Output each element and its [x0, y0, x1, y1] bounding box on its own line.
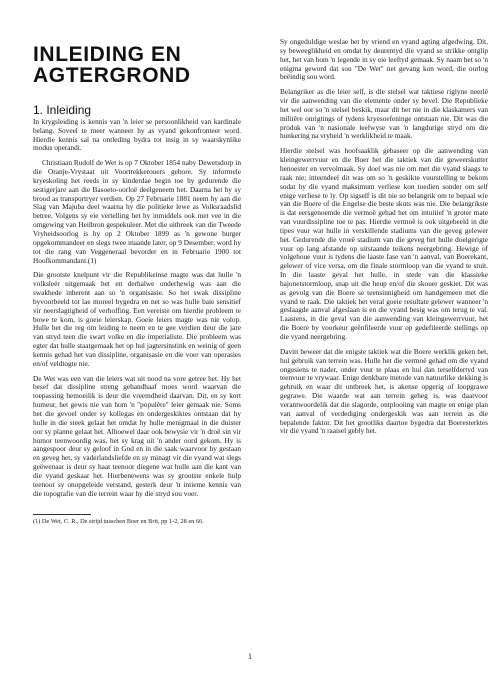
- paragraph: Hierdie stelsel was hoofsaaklik gebaseer op die aanwending van kleingewerrvuur en die Boer het die taktiek van die geweerskutter benoester en vervolmaak. Sy doel was nie om met die vyand slaags te raak nie; inteendeel dit was om so 'n geskikte vuurstelling te bekom sodat hy die vyand maksimum verliese kon toedien sonder om self enige verliese te ly. Op sigself is dit nie so belangrik om te bepaal wie van die Boere of die Engelse die beste skuts was nie. Die belangrikste is dat eersgenoemde die vermoë gehad het om intuitief 'n groter mate van vuurdissipline toe te pas. Hierdie vermoë is ook uitgebeeld in die tipes vuur wat hulle in verskillende stadiums van die geveg gelewer het. Gedurende die vroeë stadium van die geveg het hulle doelgerigte vuur op lang afstande op uitstaande teikens neergebring. Hewige of volgehoue vuur is tydens die laaste fase van 'n aanval, van Boerekant, gelewer of vice versa, om die finale stormloop van die vyand te stuit. In die laaste geval het hulle, in stede van die klassieke bajonetstormloop, snap uit die heup en/of die skouer geskiet. Dit was as gevolg van die Boere se teensinnigheid om handgemeen met die vyand te raak. Die taktiek het veral goeie resultate gelewer wanneer 'n geslaagde aanval afgeslaan is en die vyand besig was om terug te val. Laastens, in die geval van die aanwending van kleingewerrvuur, het die Boere by voorkeur geënfileerde vuur op gedefileerde stellings op die vyand neergebring.: [280, 146, 488, 341]
- chapter-title-line-2: AGTERGROND: [33, 64, 191, 87]
- footnote-divider: [33, 514, 91, 515]
- chapter-title-line-1: INLEIDING EN: [33, 43, 182, 66]
- right-column: [280, 38, 488, 442]
- section-heading: 1. Inleiding: [33, 103, 92, 117]
- paragraph: Belangriker as die leier self, is die stelsel wat taktiese riglyne neerlê vir die aanwending van die elemente onder sy bevel. Die Republieke het wel oor so 'n stelsel beskik, maar dit het nie in die klaskamers van militêre onrigtings of tydens kryesoefeninge ontstaan nie. Dit was die produk van 'n nasionale leefwyse van 'n langdurige stryd om die hunkering na vryheid 'n werklikheid te maak.: [280, 87, 488, 141]
- paragraph: De Wet was een van die leiers wat uit nood na vore getree het. Hy het besef dat dissipline streng gehandhaaf moes word waarvan die toepassing hemoeilik is deur die vreemdheid daarvan. Dit, en sy kort humeur, het gewis nie van hom 'n "populêre" leier gemaak nie. Soms het die gevoel onder sy kollegas en ondergeskiktes ontstaan dat hy hulle in die steek gelaat het omdat hy hulle menigmaal in die duister oor sy planne gelaat het. Alhoewel daar ook bewysie vir 'n droë sin vir humor teenwoordig was, het sy krag uit 'n ander oord gekom. Hy is aangespoor deur sy geloof in God en in die saak waarvoor hy gestaan en geveg het, sy vaderlandsliefde en sy minagt vir die vyand wat slegs geëwenaar is deur sy haat teenoor diegene wat hulle aan die kant van die vyand geskaar het. Hierbenewens was sy grootste enkele hulp teenoor sy onopgeleide verstand, gesterk deur 'n intieme kennis van die topografie van die terrein waar hy die stryd sou voer.: [33, 373, 241, 498]
- chapter-title: [33, 44, 241, 86]
- paragraph: Die grootste knelpunt vir die Republikeinse magte was dat hulle 'n volksleër uitgemaak het en derhalwe onderhewig was aan die swakhede inherent aan so 'n organisasie. So het swak dissipline byvoorbeeld tot lae moreel bygedra en net so was hulle baie sensitief vir neerslagtigheid of verhoffing. Een vereiste om hierdie probleem te bowe te kom, is goeie leierskap. Goeie leiers magte was nie volop. Hulle het die reg om leiding te neem en te gee verdien deur die jare van stryd teen die swart volke en die imperialiste. Die probleem was egter dat hulle staatgemaak het op hul jagtersinstink en weinig of geen kennis gehad het van dissipline, organisasie en die voer van operasies en/of veldtogte nie.: [33, 270, 241, 368]
- left-column: [33, 44, 241, 526]
- page-number: 1: [248, 652, 252, 661]
- paragraph: In krygsleiding is kennis van 'n leier se persoonlikheid van kardinale belang. Soveel te meer wanneer hy as vyand gekonfronteer word. Hierdie kennis sal na ontleding bydra tot insig in sy waarskynlike modus operandi.: [33, 116, 241, 153]
- paragraph: Christiaan Rudolf de Wet is op 7 Oktober 1854 naby Dewetsdorp in die Oranje-Vrystaat uit Voortrekkerouers gebore. Sy informele kryeskoling het reeds in sy kinderdae begin toe hy gedurende die sestigerjare aan die Basoeto-oorloë deelgeneem het. Daarna het hy sy brood as transportryer verdien. Op 27 Februarie 1881 neem hy aan die Slag van Majuba deel waarna hy die politieke lewe as Volksraadslid betree. Volgens sy eie vertelling het hy inmiddels ook met vee in die omgewing van Heilbron gespekuleer. Met die uitbreek van die Tweede Vryheidsoorlog is hy op 2 Oktober 1899 as 'n gewone burger opgekommandeer en slegs twee maande later, op 9 Desember, word hy tot die rang van Veggeneraal bevorder en in Februarie 1900 tot Hoofkommandant.(1): [33, 158, 241, 265]
- footnote: (1) De Wet, C. R., De strijd tusschen Boer en Brit, pp 1-2, 28 en 66.: [33, 518, 204, 526]
- paragraph: Sy ongeduldige weslae het by vriend en vyand agting afgedwing. Dit, sy beweeglikheid en omdat hy deurentyd die vyand se strikke ontglip het, het van hom 'n legende in sy eie leeftyd gemaak. Sy naam het so 'n enigma geword dat sou "De Wet" net gevang kon word, die oorlog beëindig sou word.: [280, 37, 488, 82]
- paragraph: Davitt beweer dat die enigste taktiek wat die Boere werklik geken het, hul gebruik van terrein was. Hulle het die vermoë gehad om die vyand ongesiens te nader, onder vuur te plaas en hul dan terselfdertyd van teenvuur te vrywaar. Enige denkbare metode van natuurlike dekking is gebruik en waar dit ontbreek het, is akense opgerig of loopgrawe gegrawe. Die waarde wat aan terrein geheg is, was daarvoor verantwoordelik dat die slagorde, ontplooiing van magte en enige plan van aanval of verdediging ondergeskik was aan terrein as die bepalende faktor. Dit het grootliks daartoe bygedra dat Boeresterktes vir die vyand 'n raaisel gebly het.: [280, 346, 488, 436]
